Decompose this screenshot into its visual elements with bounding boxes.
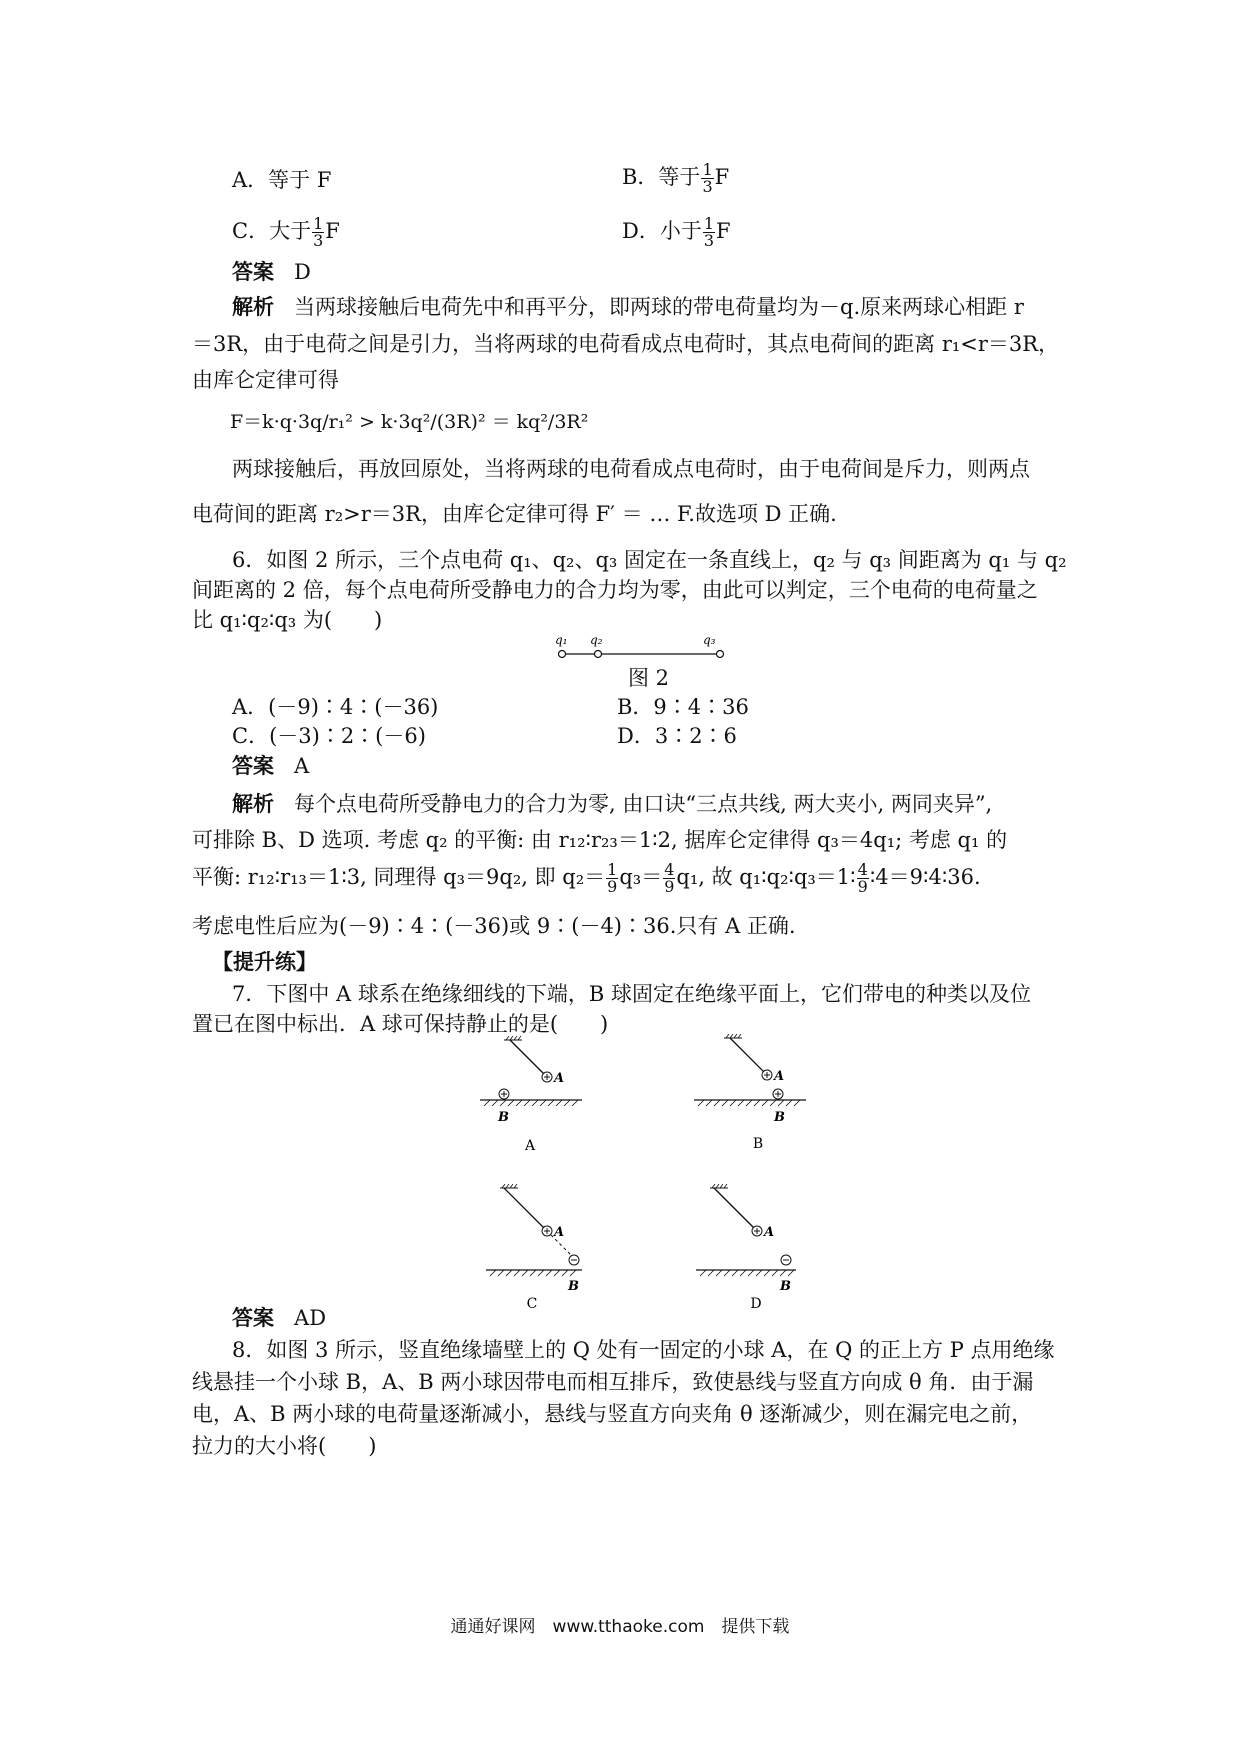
q5-option-a: A．等于 F — [232, 168, 332, 192]
charge-q1 — [559, 651, 566, 658]
numerator: 1 — [313, 214, 324, 233]
q5-analysis-line-4: 两球接触后，再放回原处，当将两球的电荷看成点电荷时，由于电荷间是斥力，则两点 — [232, 457, 1030, 481]
label-q3: q₃ — [703, 633, 716, 647]
q6-analysis-line-2: 可排除 B、D 选项. 考虑 q₂ 的平衡: 由 r₁₂∶r₂₃＝1∶2, 据库仑定律得 q₃＝4q₁; 考虑 q₁ 的 — [192, 828, 1008, 852]
q6-stem-line-3: 比 q₁∶q₂∶q₃ 为( ) — [192, 608, 383, 632]
q5-option-d — [622, 216, 731, 249]
analysis-text: ∶4＝9∶4∶36. — [869, 865, 981, 889]
q5-analysis-line-2: ＝3R，由于电荷之间是引力，当将两球的电荷看成点电荷时，其点电荷间的距离 r₁<r＝3R， — [192, 332, 1060, 356]
symbol-f: F — [714, 165, 730, 189]
label-ball-b: B — [568, 1279, 579, 1294]
denominator: 3 — [313, 231, 324, 250]
label-ball-b: B — [498, 1110, 509, 1125]
ground-hatch — [484, 1100, 578, 1106]
thread — [714, 1188, 754, 1228]
fraction-1-9 — [606, 862, 618, 895]
ceiling-hatch — [712, 1184, 727, 1188]
q5-analysis-line-1 — [232, 293, 1024, 321]
analysis-label: 解析 — [232, 294, 274, 319]
fraction-4-9 — [857, 862, 869, 895]
label-ball-a: A — [554, 1225, 565, 1240]
numerator: 4 — [857, 860, 868, 879]
q5-formula-1: F＝k·q·3q/r₁² > k·3q²/(3R)² ＝ kq²/3R² — [230, 411, 589, 433]
ceiling-hatch — [506, 1036, 521, 1040]
answer-label: 答案 — [232, 1305, 274, 1330]
label-ball-b: B — [780, 1279, 791, 1294]
q5-analysis-line-5: 电荷间的距离 r₂>r＝3R，由库仑定律可得 F′ ＝ … F.故选项 D 正确. — [192, 502, 837, 526]
q8-stem-line-1: 8．如图 3 所示，竖直绝缘墙壁上的 Q 处有一固定的小球 A，在 Q 的正上方 P 点用绝缘 — [232, 1338, 1055, 1362]
denominator: 9 — [857, 877, 868, 896]
denominator: 3 — [703, 231, 715, 250]
q5-answer — [232, 258, 311, 286]
q6-option-c: C．(－3)∶2∶(－6) — [232, 724, 426, 748]
ceiling-hatch — [726, 1034, 741, 1038]
ground-hatch — [698, 1100, 800, 1106]
q5-option-c — [232, 216, 340, 249]
analysis-text: q₁, 故 q₁∶q₂∶q₃＝1∶ — [676, 865, 856, 889]
analysis-label: 解析 — [232, 791, 274, 816]
thread — [730, 1038, 764, 1072]
label-ball-a: A — [774, 1069, 785, 1084]
q7-panel-d — [686, 1184, 816, 1314]
label-ball-a: A — [554, 1071, 565, 1086]
fraction — [312, 216, 324, 249]
q7-stem-line-1: 7．下图中 A 球系在绝缘细线的下端，B 球固定在绝缘平面上，它们带电的种类以及位 — [232, 982, 1031, 1006]
answer-value: AD — [294, 1306, 327, 1330]
ceiling-hatch — [502, 1184, 517, 1188]
panel-label-a: A — [524, 1138, 536, 1154]
page-footer: 通通好课网 www.tthaoke.com 提供下载 — [450, 1617, 790, 1637]
panel-label-c: C — [526, 1296, 538, 1312]
thread — [504, 1188, 544, 1228]
q7-stem-line-2: 置已在图中标出．A 球可保持静止的是( ) — [192, 1012, 609, 1036]
panel-label-d: D — [750, 1296, 762, 1312]
fraction — [703, 216, 715, 249]
label-q1: q₁ — [555, 633, 568, 647]
figure-2-caption: 图 2 — [628, 666, 670, 690]
q6-option-d: D．3∶2∶6 — [617, 724, 737, 748]
numerator: 1 — [703, 214, 715, 233]
numerator: 4 — [664, 860, 675, 879]
panel-label-b: B — [752, 1136, 764, 1152]
ground-hatch — [700, 1270, 794, 1276]
answer-label: 答案 — [232, 753, 274, 778]
q8-stem-line-4: 拉力的大小将( ) — [192, 1434, 377, 1458]
q6-stem-line-2: 间距离的 2 倍，每个点电荷所受静电力的合力均为零，由此可以判定，三个电荷的电荷量之 — [192, 578, 1038, 602]
q7-panel-b — [690, 1034, 820, 1154]
q5-option-b — [622, 162, 729, 195]
label-q2: q₂ — [590, 633, 603, 647]
numerator: 1 — [702, 160, 713, 179]
analysis-text: 每个点电荷所受静电力的合力为零, 由口诀“三点共线, 两大夹小, 两同夹异”, — [294, 792, 993, 816]
fraction — [701, 162, 713, 195]
q6-option-a: A．(－9)∶4∶(－36) — [232, 695, 439, 719]
q6-stem-line-1: 6．如图 2 所示，三个点电荷 q₁、q₂、q₃ 固定在一条直线上，q₂ 与 q₃ 间距离为 q₁ 与 q₂ — [232, 548, 1067, 572]
option-label: C．大于 — [232, 219, 312, 243]
denominator: 3 — [702, 177, 713, 196]
q8-stem-line-3: 电，A、B 两小球的电荷量逐渐减小，悬线与竖直方向夹角 θ 逐渐减少，则在漏完电之前， — [192, 1402, 1033, 1426]
q7-panel-c — [476, 1184, 606, 1314]
symbol-f: F — [325, 219, 340, 243]
denominator: 9 — [607, 877, 618, 896]
q7-panel-a — [470, 1036, 600, 1156]
analysis-text: 电荷间的距离 r₂>r＝3R，由库仑定律可得 F′ ＝ — [192, 502, 643, 526]
option-label: D．小于 — [622, 219, 702, 243]
q6-analysis-line-1 — [232, 790, 992, 818]
answer-value: A — [294, 754, 310, 778]
section-title: 【提升练】 — [212, 949, 317, 974]
q6-answer — [232, 752, 309, 780]
charge-q2 — [595, 651, 602, 658]
q7-answer — [232, 1304, 326, 1332]
q5-analysis-line-3: 由库仑定律可得 — [192, 368, 339, 392]
analysis-text: F.故选项 D 正确. — [677, 502, 837, 526]
label-ball-b: B — [774, 1110, 785, 1125]
q6-analysis-line-3 — [192, 862, 981, 895]
q8-stem-line-2: 线悬挂一个小球 B，A、B 两小球因带电而相互排斥，致使悬线与竖直方向成 θ 角．由于漏 — [192, 1370, 1034, 1394]
analysis-text: 当两球接触后电荷先中和再平分，即两球的带电荷量均为－q.原来两球心相距 r — [294, 295, 1024, 319]
thread — [510, 1040, 544, 1074]
charge-q3 — [717, 651, 724, 658]
figure-2-diagram — [550, 632, 730, 660]
option-label: B．等于 — [622, 165, 701, 189]
answer-value: D — [294, 260, 311, 284]
denominator: 9 — [664, 877, 675, 896]
answer-label: 答案 — [232, 259, 274, 284]
analysis-text: q₃＝ — [619, 865, 663, 889]
ground-hatch — [490, 1270, 576, 1276]
analysis-text: 平衡: r₁₂∶r₁₃＝1∶3, 同理得 q₃＝9q₂, 即 q₂＝ — [192, 865, 606, 889]
q6-option-b: B．9∶4∶36 — [617, 695, 749, 719]
numerator: 1 — [607, 860, 618, 879]
symbol-f: F — [716, 219, 731, 243]
q6-analysis-line-4: 考虑电性后应为(－9)∶4∶(－36)或 9∶(－4)∶36.只有 A 正确. — [192, 914, 796, 938]
fraction-4-9 — [663, 862, 675, 895]
label-ball-a: A — [764, 1225, 775, 1240]
